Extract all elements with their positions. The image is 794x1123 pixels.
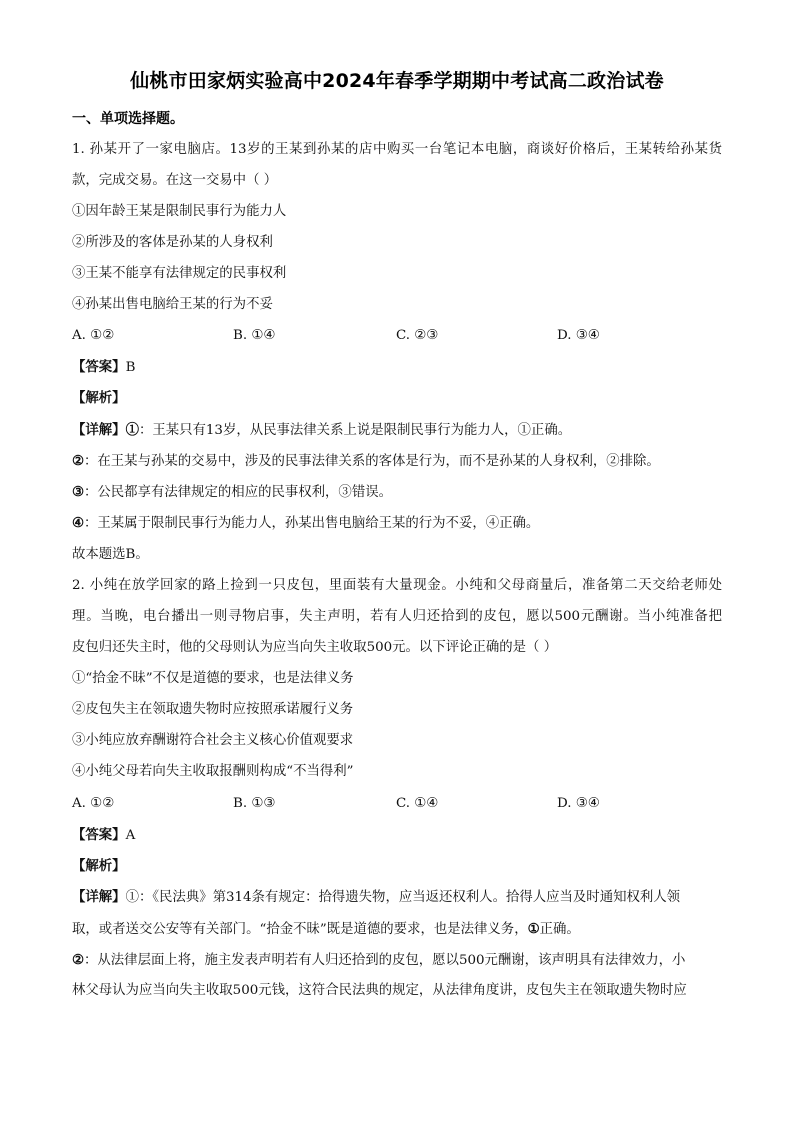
q2-answer [72,825,722,846]
detail-text: ：王某只有13岁，从民事法律关系上说是限制民事行为能力人，①正确。 [138,423,572,438]
q2-stem-line-3: 皮包归还失主时，他的父母则认为应当向失主收取500元。以下评论正确的是（ ） [72,640,558,655]
detail-text: 取，或者送交公安等有关部门。“拾金不昧”既是道德的要求，也是法律义务， [72,922,528,937]
analysis-tag: 【解析】 [72,390,126,406]
q2-detail-1b [72,919,722,940]
q1-conclusion: 故本题选B。 [72,547,149,562]
detail-mark: ② [72,453,85,469]
q2-detail-2b: 林父母认为应当向失主收取500元钱，这符合民法典的规定，从法律角度讲，皮包失主在领取遗失物时应 [72,983,687,998]
q1-stem-line-1: 1. 孙某开了一家电脑店。13岁的王某到孙某的店中购买一台笔记本电脑，商谈好价格后，王某转给孙某货 [72,142,722,157]
q1-detail-4 [72,513,722,534]
detail-mark: ② [72,952,85,968]
detail-text: ：在王某与孙某的交易中，涉及的民事法律关系的客体是行为，而不是孙某的人身权利，②排除。 [84,454,660,469]
detail-text: 正确。 [539,922,580,937]
q1-item-2: ②所涉及的客体是孙某的人身权利 [72,235,273,250]
q1-item-4: ④孙某出售电脑给王某的行为不妥 [72,297,273,312]
q2-option-d: D. ③④ [557,796,600,811]
q1-option-b: B. ①④ [233,328,276,343]
q1-answer [72,357,722,378]
q1-detail-1 [72,420,722,441]
answer-value: A [125,828,136,843]
q1-item-3: ③王某不能享有法律规定的民事权利 [72,266,287,281]
q1-detail-3 [72,482,722,503]
detail-text: ：王某属于限制民事行为能力人，孙某出售电脑给王某的行为不妥，④正确。 [84,516,540,531]
q1-analysis-tag [72,388,722,409]
detail-text: ：从法律层面上将，施主发表声明若有人归还拾到的皮包，愿以500元酬谢，该声明具有法律效力，小 [84,953,686,968]
q2-analysis-tag [72,856,722,877]
q2-option-c: C. ①④ [396,796,439,811]
q1-detail-2 [72,451,722,472]
analysis-tag: 【解析】 [72,858,126,874]
detail-mark: ④ [72,515,85,531]
q2-item-2: ②皮包失主在领取遗失物时应按照承诺履行义务 [72,702,354,717]
detail-tag: 【详解】 [72,422,126,438]
q2-stem-line-2: 理。当晚，电台播出一则寻物启事，失主声明，若有人归还拾到的皮包，愿以500元酬谢。当小纯准备把 [72,609,722,624]
detail-text: ①：《民法典》第314条有规定：拾得遗失物，应当返还权利人。拾得人应当及时通知权利人领 [125,890,681,905]
q2-detail-2a [72,950,722,971]
q2-option-b: B. ①③ [233,796,276,811]
detail-text: ：公民都享有法律规定的相应的民事权利，③错误。 [84,485,392,500]
answer-value: B [125,360,136,375]
q2-option-a: A. ①② [72,796,115,811]
answer-tag: 【答案】 [72,827,126,843]
detail-mark: ① [527,921,540,937]
q1-item-1: ①因年龄王某是限制民事行为能力人 [72,204,287,219]
detail-tag: 【详解】 [72,889,126,905]
section-heading: 一、单项选择题。 [72,111,184,127]
q2-item-4: ④小纯父母若向失主收取报酬则构成“不当得利” [72,764,354,779]
q2-detail-1a [72,887,722,908]
detail-mark: ① [125,422,139,438]
q1-option-c: C. ②③ [396,328,439,343]
detail-mark: ③ [72,484,85,500]
q1-option-d: D. ③④ [557,328,600,343]
q1-option-a: A. ①② [72,328,115,343]
answer-tag: 【答案】 [72,359,126,375]
q2-item-1: ①“拾金不昧”不仅是道德的要求，也是法律义务 [72,671,354,686]
page-title: 仙桃市田家炳实验高中2024年春季学期期中考试高二政治试卷 [130,70,664,92]
q2-stem-line-1: 2. 小纯在放学回家的路上捡到一只皮包，里面装有大量现金。小纯和父母商量后，准备第二天交给老师处 [72,578,722,593]
q1-stem-line-2: 款，完成交易。在这一交易中（ ） [72,173,278,188]
q2-item-3: ③小纯应放弃酬谢符合社会主义核心价值观要求 [72,733,354,748]
